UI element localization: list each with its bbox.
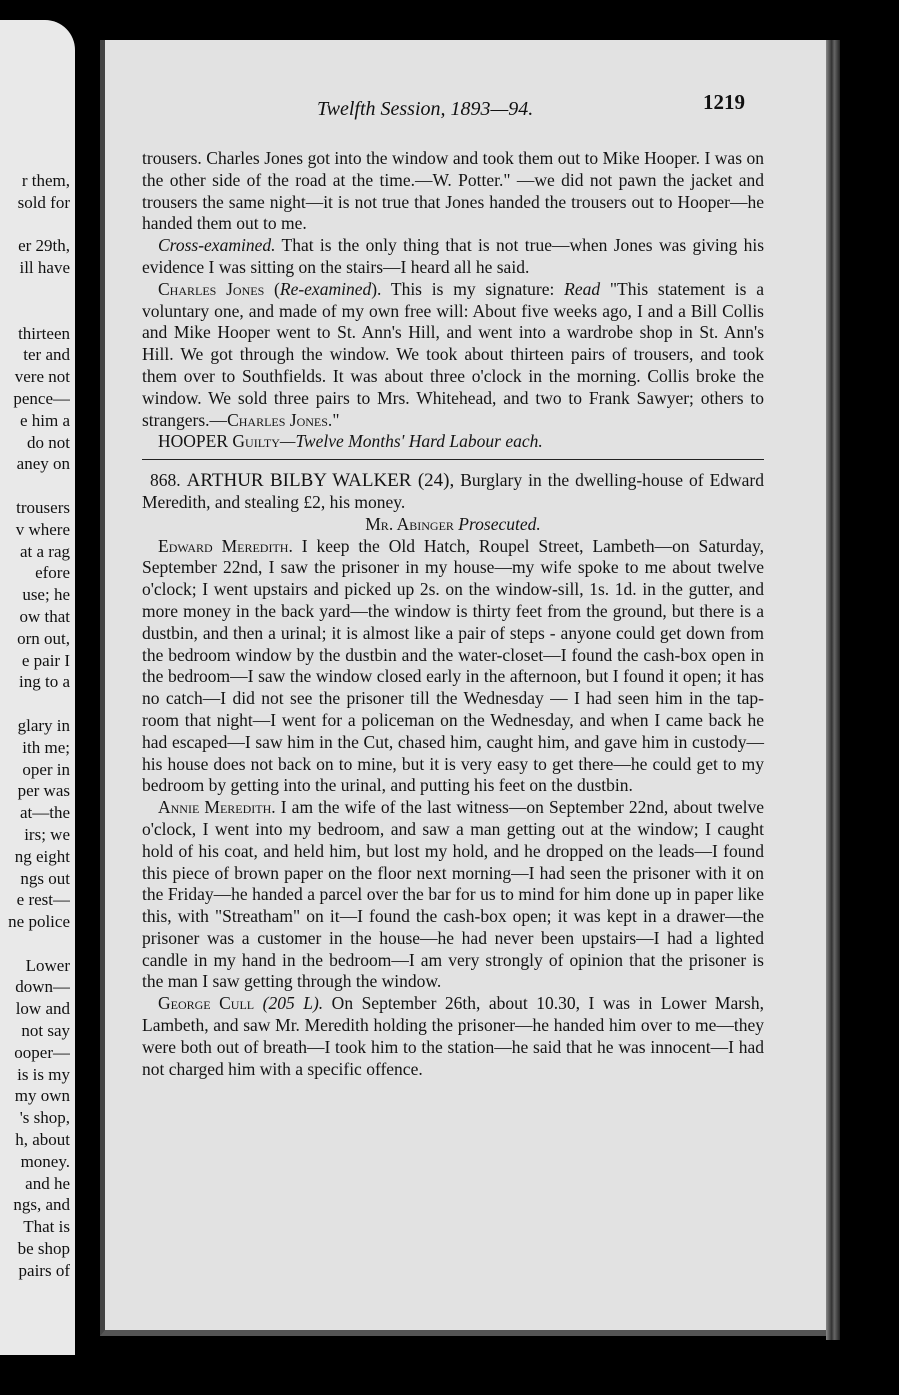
- book-page-edge: [826, 40, 840, 1340]
- left-margin-line: use; he: [22, 585, 70, 605]
- left-margin-line: ith me;: [22, 737, 70, 757]
- left-margin-line: ing to a: [19, 672, 70, 692]
- left-margin-line: Lower: [25, 955, 70, 975]
- left-margin-line: [0, 301, 70, 323]
- jones-signature: Charles Jones.: [227, 409, 333, 430]
- paragraph-cross-examined: [142, 235, 764, 279]
- paragraph-george-cull: [142, 993, 764, 1080]
- cross-examined-text: That is the only thing that is not true—when Jones was giving his evidence I was sitting on the stairs—I heard all he said.: [142, 235, 764, 277]
- left-margin-line: per was: [17, 781, 70, 801]
- left-margin-line: at a rag: [19, 541, 70, 561]
- jones-text-a: This is my signature:: [381, 278, 565, 299]
- witness-name-jones: Charles Jones: [158, 278, 265, 299]
- prosecutor-name: Mr. Abinger: [365, 513, 454, 534]
- left-margin-line: money.: [20, 1151, 70, 1171]
- annie-meredith-testimony: I am the wife of the last witness—on September 22nd, about twelve o'clock, I went into my bedroom, and saw a man getting out at the window; I caught hold of his coat, and held him, but lost my hold, and he dropped on the leads—I found this piece of brown paper on the floor next morning—I had seen the prisoner with it on the Friday—he handed a parcel over the bar for us to mind for him done up in paper like this, with "Streatham" on it—I found the cash-box open; it was kept in a drawer—the prisoner was a customer in the house—he had never been upstairs—I had a lighted candle in my hand in the bedroom—I am very strongly of opinion that the prisoner is the man I saw getting through the window.: [142, 797, 764, 992]
- left-margin-line: oper in: [22, 759, 70, 779]
- left-margin-text: [0, 170, 70, 1282]
- paragraph-annie-meredith: [142, 797, 764, 993]
- george-cull-testimony: On September 26th, about 10.30, I was in Lower Marsh, Lambeth, and saw Mr. Meredith holding the prisoner—he handed him over to me—they were both out of breath—I took him to the station—he said that he was innocent—I had not charged him with a specific offence.: [142, 993, 764, 1079]
- case-charge: Burglary in the dwelling-house of Edward Meredith, and stealing £2, his money.: [142, 470, 765, 512]
- jones-text-b: "This statement is a voluntary one, and made of my own free will: About five weeks ago, I and a Bill Collis and Mike Hooper went to St. Ann's Hill, and went into a wardrobe shop in St. Ann's Hill. We got through the window. We took about thirteen pairs of trousers, and took them over to Southfields. It was about three o'clock in the morning. Collis broke the window. We sold three pairs to Mrs. Whitehead, and two to Frank Sawyer; others to strangers.—: [142, 278, 764, 430]
- left-margin-line: v where: [15, 519, 70, 539]
- witness-name-annie-meredith: Annie Meredith.: [158, 797, 276, 818]
- case-heading: [142, 470, 764, 514]
- left-margin-line: aney on: [16, 454, 70, 474]
- left-margin-line: ill have: [19, 258, 70, 278]
- left-margin-line: pairs of: [18, 1260, 70, 1280]
- left-margin-line: e rest—: [16, 890, 70, 910]
- left-facing-page: [0, 20, 75, 1355]
- paragraph-jones-statement: Charles Jones (Re-examined). This is my signature: Read "This statement is a voluntary one, and made of my own free will: About five weeks ago, I and a Bill Collis and Mike Hooper went to St. Ann's Hill, and went into a wardrobe shop in St. Ann's Hill. We got through the window. We took about thirteen pairs of trousers, and took them over to Southfields. It was about three o'clock in the morning. Collis broke the window. We sold three pairs to Mrs. Whitehead, and two to Frank Sawyer; others to strangers.—Charles Jones.": [142, 278, 764, 430]
- left-margin-line: down—: [15, 977, 70, 997]
- left-margin-line: be shop: [17, 1239, 70, 1259]
- left-margin-line: [0, 214, 70, 236]
- left-margin-line: irs; we: [24, 824, 70, 844]
- left-margin-line: That is: [23, 1217, 70, 1237]
- page-number: 1219: [703, 90, 745, 114]
- left-margin-line: e him a: [19, 410, 70, 430]
- verdict-guilty: Guilty: [232, 431, 280, 452]
- left-margin-line: ow that: [19, 606, 70, 626]
- left-margin-line: ngs, and: [13, 1195, 70, 1215]
- read-label: Read: [564, 278, 601, 299]
- jones-close-quote: ": [332, 409, 340, 430]
- paragraph-edward-meredith: [142, 536, 764, 798]
- left-margin-line: sold for: [17, 192, 70, 212]
- case-defendant: ARTHUR BILBY WALKER (24),: [186, 470, 455, 492]
- re-examined-label: Re-examined: [279, 278, 372, 299]
- left-margin-line: not say: [21, 1021, 70, 1041]
- left-margin-line: [0, 279, 70, 301]
- left-margin-line: [0, 475, 70, 497]
- left-margin-line: vere not: [14, 367, 70, 387]
- left-margin-line: ngs out: [20, 868, 70, 888]
- left-margin-line: e pair I: [21, 650, 70, 670]
- left-margin-line: thirteen: [18, 323, 70, 343]
- left-margin-line: r them,: [21, 171, 70, 190]
- left-margin-line: h, about: [15, 1130, 70, 1150]
- witness-name-george-cull: George Cull: [158, 993, 255, 1014]
- edward-meredith-testimony: I keep the Old Hatch, Roupel Street, Lambeth—on Saturday, September 22nd, I saw the prisoner in my house—my wife spoke to me about twelve o'clock; I went upstairs and picked up 2s. on the window-sill, 1s. 1d. in the gutter, and more money in the back yard—the window is thirty feet from the ground, but there is a dustbin, and then a urinal; it is almost like a pair of steps - anyone could get down from the bedroom window by the dustbin and the water-closet—I found the cash-box open in the bedroom—I saw the window closed early in the afternoon, but I found it open; it has no catch—I did not see the prisoner till the Wednesday — I had seen him in the tap-room that night—I went for a policeman on the Wednesday, and when I came back he had escaped—I saw him in the Cut, chased him, caught him, and gave him in custody—his house does not back on to mine, but it is very easy to get there—he could get to my bedroom by getting into the urinal, and putting his feet on the dustbin.: [142, 535, 765, 796]
- left-margin-line: pence—: [13, 388, 70, 408]
- left-margin-line: ne police: [8, 912, 70, 932]
- left-margin-line: ter and: [23, 345, 70, 365]
- left-margin-line: is is my: [17, 1064, 70, 1084]
- cross-examined-label: Cross-examined.: [158, 235, 276, 256]
- left-margin-line: orn out,: [17, 628, 70, 648]
- left-margin-line: 's shop,: [19, 1108, 70, 1128]
- left-margin-line: at—the: [19, 803, 70, 823]
- section-divider: [142, 459, 764, 460]
- verdict-line: [142, 431, 764, 453]
- george-cull-badge: (205 L).: [254, 993, 324, 1014]
- left-margin-line: [0, 693, 70, 715]
- running-head: Twelfth Session, 1893—94.: [317, 98, 534, 120]
- left-margin-line: glary in: [17, 715, 70, 735]
- paragraph-potter-statement: trousers. Charles Jones got into the window and took them out to Mike Hooper. I was on the other side of the road at the time.—W. Potter." —we did not pawn the jacket and trousers the same night—it is not true that Jones handed the trousers out to Hooper—he handed them out to me.: [142, 148, 764, 234]
- left-margin-line: efore: [35, 563, 70, 583]
- witness-name-edward-meredith: Edward Meredith.: [158, 535, 293, 556]
- verdict-defendant: HOOPER: [158, 431, 229, 452]
- left-margin-line: ooper—: [14, 1042, 70, 1062]
- left-margin-line: trousers: [16, 497, 70, 517]
- left-margin-line: low and: [15, 999, 70, 1019]
- verdict-sentence: —Twelve Months' Hard Labour each.: [279, 431, 543, 452]
- case-number: 868.: [150, 470, 181, 491]
- prosecutor-role: Prosecuted.: [458, 513, 541, 534]
- left-margin-line: my own: [14, 1086, 70, 1106]
- left-margin-line: [0, 933, 70, 955]
- left-margin-line: and he: [25, 1173, 70, 1193]
- left-margin-line: ng eight: [14, 846, 70, 866]
- left-margin-line: er 29th,: [18, 236, 70, 256]
- prosecutor-line: [142, 514, 764, 536]
- left-margin-line: do not: [27, 432, 70, 452]
- right-page: [100, 40, 833, 1336]
- page-header: [105, 90, 833, 128]
- page-body: [142, 148, 764, 1080]
